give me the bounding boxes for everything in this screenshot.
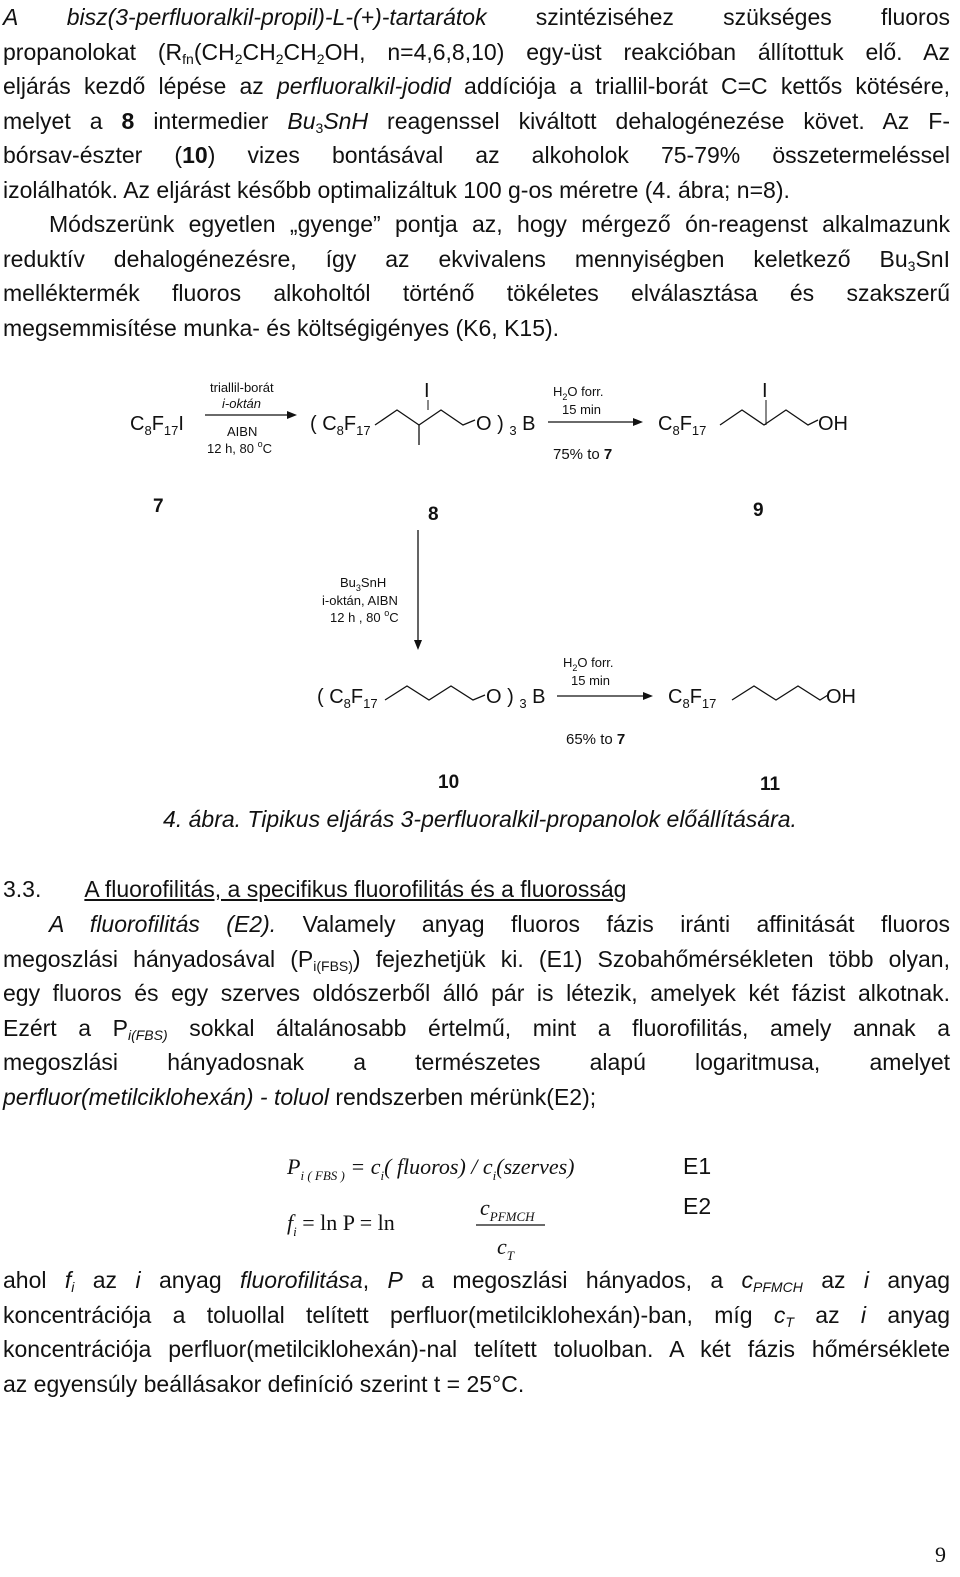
intermediate-10-chain	[385, 686, 485, 700]
product-9-oh: OH	[818, 413, 848, 435]
label-7: 7	[153, 496, 164, 517]
reagent-tin-hydride: $Bu_3SnH$	[340, 575, 387, 593]
equation-e2: $f_i = \ln P = \ln$	[287, 1210, 395, 1239]
arrow-3-head	[643, 692, 653, 700]
intro-line-9: melléktermék fluoros alkoholtól történő tökéletes elválasztása és szakszerű	[3, 280, 950, 306]
product-9-chain	[720, 410, 818, 425]
definitions-paragraph	[3, 1263, 950, 1401]
equation-e2-numerator: $c_{PFMCH}$	[480, 1195, 535, 1224]
intermediate-10-rf: ( $C_8F_{17}$	[317, 686, 378, 711]
label-10: 10	[438, 772, 460, 793]
reagent-octane-1: i-oktán	[222, 396, 262, 411]
intro-line-8: reduktív dehalogénezésre, így az ekvivalens mennyiségben keletkező $Bu_3SnI$	[3, 245, 950, 274]
reagent-conditions-2: 12 h , 80 $^o$C	[330, 608, 399, 625]
product-9-iodo: I	[762, 380, 768, 402]
product-11-chain	[732, 686, 828, 700]
intro-line-4: melyet a 8 intermedier $Bu_3SnH$ reagenssel kiváltott dehalogénezése követ. Az F-	[3, 107, 950, 136]
para2-line-5: megoszlási hányadosnak a természetes alapú logaritmusa, amelyet	[3, 1049, 950, 1075]
para2-line-3: egy fluoros és egy szerves oldószerből álló pár is létezik, amelyek két fázist alkotnak.	[3, 980, 950, 1006]
intro-line-10: megsemmisítése munka- és költségigényes (K6, K15).	[3, 314, 560, 341]
intermediate-10-borate: O ) $_3$ B	[486, 686, 546, 711]
para2-line-4: Ezért a $P_{i(FBS)}$ sokkal általánosabb értelmű, mint a fluorofilitás, amely annak a	[3, 1014, 950, 1043]
product-9-rf: $C_8F_{17}$	[658, 413, 707, 438]
reaction-scheme	[0, 370, 960, 810]
para2-line-6: perfluor(metilciklohexán) - toluol rendszerben mérünk(E2);	[3, 1083, 597, 1110]
intermediate-8-borate: O ) $_3$ B	[476, 413, 536, 438]
figure-caption: 4. ábra. Tipikus eljárás 3-perfluoralkil-propanolok előállítására.	[163, 806, 797, 832]
section-heading	[3, 876, 626, 903]
fluorophilicity-paragraph	[3, 907, 950, 1114]
intro-line-1: A bisz(3-perfluoralkil-propil)-L-(+)-tartarátok szintéziséhez szükséges fluoros	[3, 4, 950, 30]
reagent-time-1: 15 min	[562, 402, 602, 417]
section-number: 3.3.	[3, 876, 42, 902]
yield-1: 75% to 7	[553, 446, 613, 463]
reagent-triallyl-borate: triallil-borát	[210, 380, 274, 395]
reagent-aibn: AIBN	[227, 424, 258, 439]
equation-e1: $P_{i ( FBS )} = c_i$( fluoros) / $c_i(szerves)$	[287, 1154, 575, 1183]
intro-line-5: bórsav-észter (10) vizes bontásával az alkoholok 75-79% összetermeléssel	[3, 142, 951, 168]
product-11-rf: $C_8F_{17}$	[668, 686, 717, 711]
reagent-conditions-1: 12 h, 80 $^o$C	[207, 439, 273, 456]
reactant-c8f17i: $C_8F_{17}I$	[130, 413, 184, 438]
para3-line-3: koncentrációja perfluor(metilciklohexán)-nal telített toluolban. A két fázis hőmérséklete	[3, 1336, 950, 1362]
intro-paragraph	[3, 0, 950, 345]
label-11: 11	[760, 774, 781, 795]
label-8: 8	[428, 504, 439, 525]
reagent-octane-aibn: i-oktán, AIBN	[322, 593, 398, 608]
arrow-1-head	[287, 411, 297, 419]
intermediate-8-chain	[375, 410, 475, 425]
intro-line-3: eljárás kezdő lépése az perfluoralkil-jodid addíciója a triallil-borát C=C kettős kötésére,	[3, 73, 950, 99]
reagent-water-2: $H_2O$ forr.	[563, 655, 614, 673]
label-9: 9	[753, 500, 764, 521]
para3-line-1: ahol $f_i$ az i anyag fluorofilitása, P a megoszlási hányados, a $c_{PFMCH}$ az i anyag	[3, 1267, 951, 1295]
yield-2: 65% to 7	[566, 731, 626, 748]
para3-line-2: koncentrációja a toluollal telített perfluor(metilciklohexán)-ban, míg $c_T$ az i anyag	[3, 1301, 951, 1330]
section-title: A fluorofilitás, a specifikus fluorofilitás és a fluorosság	[84, 876, 627, 902]
intro-line-7: Módszerünk egyetlen „gyenge” pontja az, hogy mérgező ón-reagenst alkalmazunk	[49, 211, 950, 237]
intermediate-8-iodo: I	[424, 380, 430, 402]
formula-block	[0, 1140, 960, 1270]
para2-line-2: megoszlási hányadosával $(P_{i(FBS)})$ fejezhetjük ki. (E1) Szobahőmérsékleten több olyan,	[3, 945, 950, 974]
equation-tag-e2: E2	[683, 1193, 712, 1219]
product-11-oh: OH	[826, 686, 856, 708]
page-number: 9	[935, 1542, 946, 1567]
intro-line-2: propanolokat ($R_{fn}(CH_2CH_2CH_2OH$, n=4,6,8,10) egy-üst reakcióban állítottuk elő. Az	[3, 38, 950, 67]
arrow-down-head	[414, 640, 422, 650]
equation-e2-denominator: $c_T$	[497, 1234, 514, 1263]
equation-tag-e1: E1	[683, 1153, 712, 1179]
intermediate-8-rf: ( $C_8F_{17}$	[310, 413, 371, 438]
arrow-2-head	[633, 418, 643, 426]
reagent-water-1: $H_2O$ forr.	[553, 384, 604, 402]
para2-line-1: A fluorofilitás (E2). Valamely anyag fluoros fázis iránti affinitását fluoros	[49, 911, 950, 937]
intro-line-6: izolálhatók. Az eljárást később optimalizáltuk 100 g-os méretre (4. ábra; n=8).	[3, 176, 790, 203]
reagent-time-2: 15 min	[571, 673, 611, 688]
para3-line-4: az egyensúly beállásakor definíció szerint t = 25°C.	[3, 1370, 525, 1397]
